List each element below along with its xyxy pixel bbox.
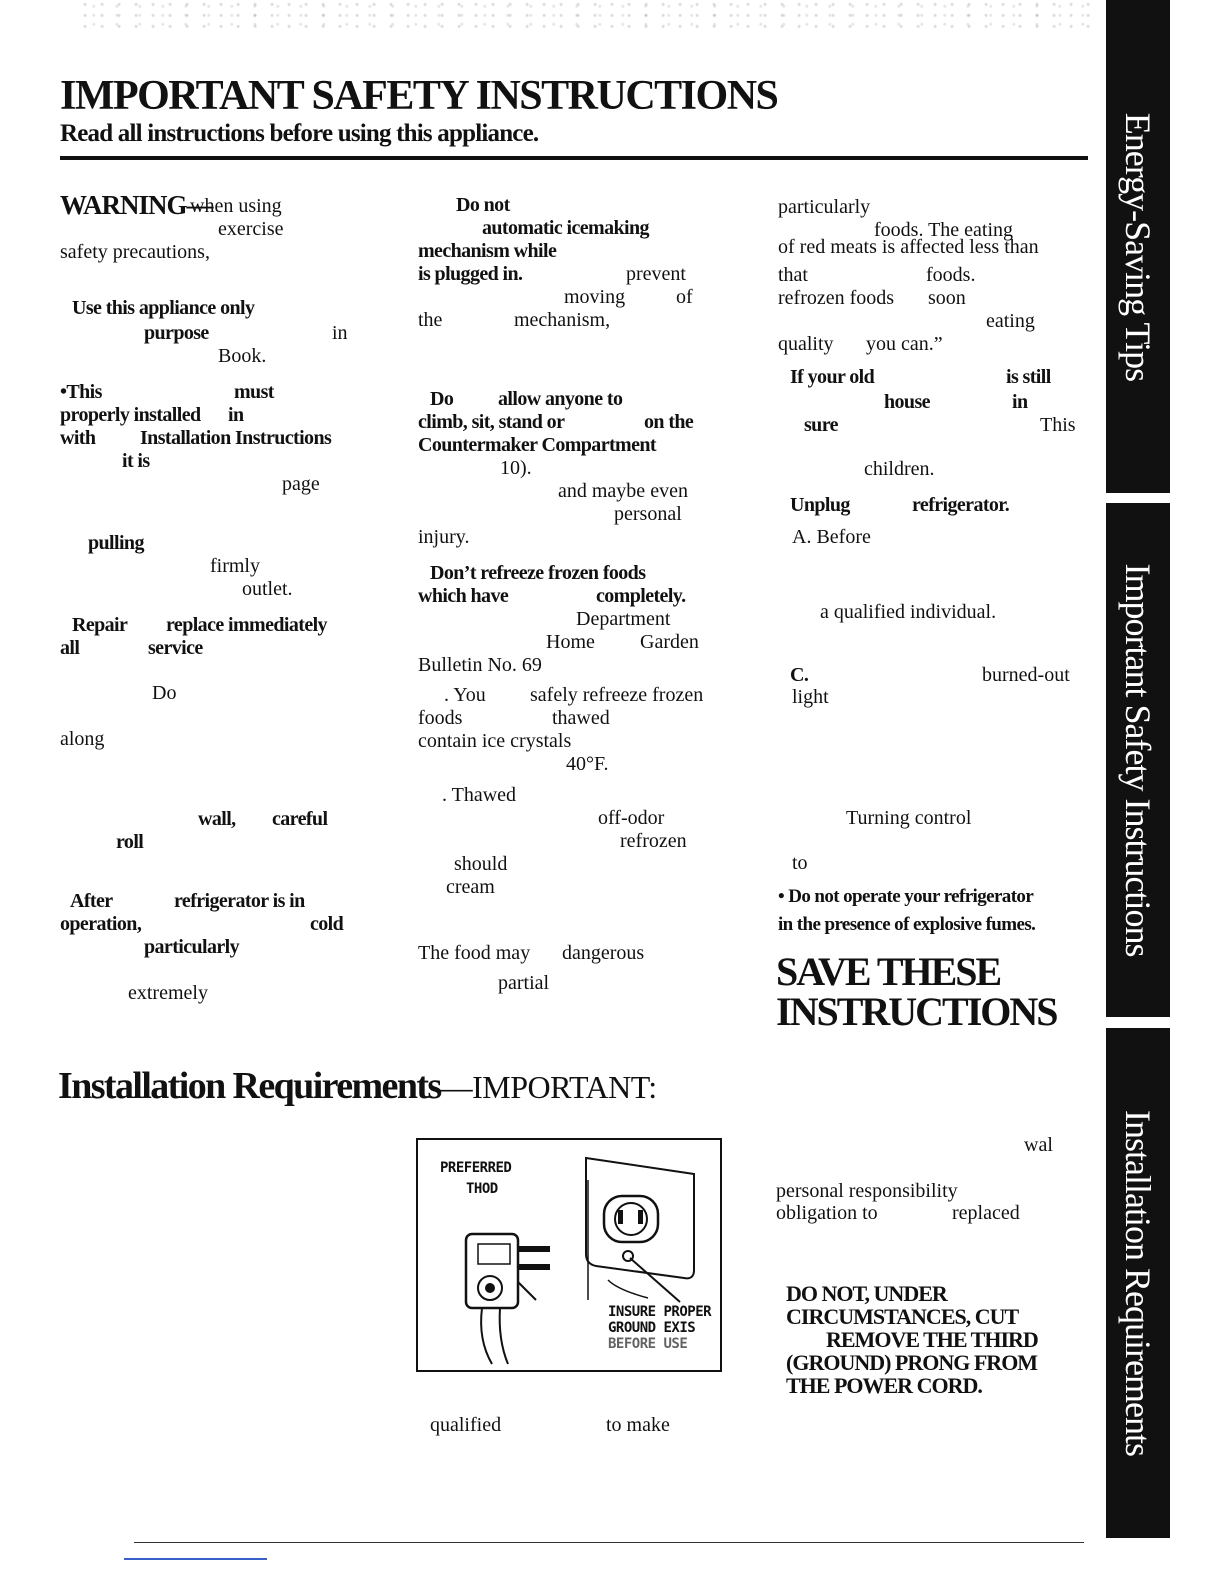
text-fragment: replace immediately bbox=[166, 614, 327, 636]
text-fragment: climb, sit, stand or bbox=[418, 411, 565, 433]
tab-installation-requirements[interactable] bbox=[1106, 1028, 1170, 1538]
text-fragment: the bbox=[418, 309, 443, 331]
text-fragment: Countermaker Compartment bbox=[418, 434, 656, 456]
text-fragment: wal bbox=[1024, 1134, 1053, 1156]
page-title: IMPORTANT SAFETY INSTRUCTIONS bbox=[60, 73, 778, 119]
text-fragment: If your old bbox=[790, 366, 875, 388]
text-fragment: purpose bbox=[144, 322, 209, 344]
text-fragment: in bbox=[228, 404, 244, 426]
text-fragment: Repair bbox=[72, 614, 128, 636]
warning-line: (GROUND) PRONG FROM bbox=[786, 1350, 1038, 1376]
text-fragment: Home bbox=[546, 631, 595, 653]
text-fragment: roll bbox=[116, 831, 144, 853]
text-fragment: particularly bbox=[778, 196, 871, 218]
text-fragment: mechanism while bbox=[418, 240, 557, 262]
text-fragment: Do bbox=[430, 388, 454, 410]
text-fragment: refrigerator is in bbox=[174, 890, 305, 912]
page-subtitle: Read all instructions before using this appliance. bbox=[60, 120, 539, 147]
text-fragment: house bbox=[884, 391, 930, 413]
text-fragment: obligation to bbox=[776, 1202, 878, 1224]
text-fragment: which have bbox=[418, 585, 509, 607]
text-fragment: Turning control bbox=[846, 807, 972, 829]
text-fragment: you can.” bbox=[866, 333, 943, 355]
text-fragment: should bbox=[454, 853, 508, 875]
text-fragment: foods. bbox=[926, 264, 976, 286]
column-1 bbox=[60, 190, 380, 1010]
installation-heading bbox=[58, 1064, 657, 1108]
text-fragment: on the bbox=[644, 411, 694, 433]
text-fragment: sure bbox=[804, 414, 838, 436]
text-fragment: is plugged in. bbox=[418, 263, 523, 285]
text-fragment: completely. bbox=[596, 585, 686, 607]
text-fragment: injury. bbox=[418, 526, 470, 548]
text-fragment: Do not bbox=[456, 194, 510, 216]
save-instructions-line-2: INSTRUCTIONS bbox=[776, 989, 1057, 1034]
text-fragment: cold bbox=[310, 913, 344, 935]
installation-title-suffix: —IMPORTANT: bbox=[440, 1069, 657, 1105]
text-fragment: is still bbox=[1006, 366, 1051, 388]
text-fragment: Book. bbox=[218, 345, 267, 367]
figure-label: PREFERRED bbox=[440, 1160, 512, 1176]
text-fragment: burned-out bbox=[982, 664, 1070, 686]
text-fragment: After bbox=[70, 890, 113, 912]
text-fragment: soon bbox=[928, 287, 966, 309]
warning-line: DO NOT, UNDER bbox=[786, 1281, 947, 1306]
warning-line: THE POWER CORD. bbox=[786, 1373, 982, 1399]
text-fragment: moving bbox=[564, 286, 626, 308]
text-fragment: Department bbox=[576, 608, 671, 630]
text-fragment: cream bbox=[446, 876, 495, 898]
text-fragment: personal responsibility bbox=[776, 1180, 958, 1202]
text-fragment: refrozen bbox=[620, 830, 687, 852]
text-fragment: automatic icemaking bbox=[482, 217, 649, 239]
text-fragment: service bbox=[148, 637, 203, 659]
text-fragment: particularly bbox=[144, 936, 240, 958]
tab-label: Important Safety Instructions bbox=[1118, 563, 1158, 957]
text-fragment: page bbox=[282, 473, 320, 495]
footer-rule bbox=[134, 1542, 1084, 1543]
warning-line: REMOVE THE THIRD bbox=[826, 1327, 1038, 1353]
text-fragment: firmly bbox=[210, 555, 260, 577]
text-fragment: to make bbox=[606, 1414, 670, 1436]
text-fragment: thawed bbox=[552, 707, 610, 729]
text-fragment: Unplug bbox=[790, 494, 850, 516]
text-fragment: quality bbox=[778, 333, 834, 355]
text-fragment: refrozen foods bbox=[778, 287, 895, 309]
text-fragment: Use this appliance only bbox=[72, 297, 255, 319]
figure-label: BEFORE USE bbox=[608, 1336, 688, 1352]
text-fragment: contain ice crystals bbox=[418, 730, 572, 752]
text-fragment: safety precautions, bbox=[60, 241, 210, 263]
text-fragment: . You bbox=[444, 684, 486, 706]
text-fragment: mechanism, bbox=[514, 309, 611, 331]
text-fragment: Garden bbox=[640, 631, 699, 653]
text-fragment: •This bbox=[60, 381, 102, 403]
text-fragment: Don’t refreeze frozen foods bbox=[430, 562, 646, 584]
text-fragment: Do bbox=[152, 682, 177, 704]
figure-label: THOD bbox=[466, 1181, 498, 1197]
text-fragment: careful bbox=[272, 808, 328, 830]
tab-energy-saving-tips[interactable] bbox=[1106, 0, 1170, 493]
text-fragment: operation, bbox=[60, 913, 142, 935]
save-instructions-line-1: SAVE THESE bbox=[776, 949, 1001, 994]
text-fragment: in bbox=[332, 322, 348, 344]
text-fragment: qualified bbox=[430, 1414, 502, 1436]
text-fragment: foods bbox=[418, 707, 463, 729]
warning-label: WARNING— bbox=[60, 190, 213, 220]
column-3 bbox=[778, 196, 1088, 956]
text-fragment: properly installed bbox=[60, 404, 201, 426]
text-fragment: A. Before bbox=[792, 526, 871, 548]
text-fragment: that bbox=[778, 264, 808, 286]
text-fragment: refrigerator. bbox=[912, 494, 1010, 516]
column-2 bbox=[418, 194, 738, 1004]
text-fragment: to bbox=[792, 852, 808, 874]
text-fragment: a qualified individual. bbox=[820, 601, 997, 623]
text-fragment: of red meats is affected less than bbox=[778, 236, 1039, 258]
text-fragment: safely refreeze frozen bbox=[530, 684, 704, 706]
text-fragment: Installation Instructions bbox=[140, 427, 332, 449]
installation-title: Installation Requirements bbox=[58, 1065, 441, 1107]
text-fragment: of bbox=[676, 286, 693, 308]
text-fragment: outlet. bbox=[242, 578, 293, 600]
text-fragment: in bbox=[1012, 391, 1028, 413]
text-fragment: must bbox=[234, 381, 274, 403]
text-fragment: along bbox=[60, 728, 105, 750]
text-fragment: allow anyone to bbox=[498, 388, 623, 410]
text-fragment: partial bbox=[498, 972, 550, 994]
tab-label: Energy-Saving Tips bbox=[1118, 112, 1158, 381]
text-fragment: personal bbox=[614, 503, 682, 525]
figure-label: GROUND EXIS bbox=[608, 1320, 696, 1336]
text-fragment: dangerous bbox=[562, 942, 645, 964]
scan-noise bbox=[80, 0, 1100, 30]
text-fragment: exercise bbox=[218, 218, 284, 240]
text-fragment: when using bbox=[190, 195, 282, 217]
text-fragment: all bbox=[60, 637, 80, 659]
ground-prong-warning bbox=[786, 1282, 1038, 1397]
text-fragment: . Thawed bbox=[442, 784, 517, 806]
text-fragment: eating bbox=[986, 310, 1035, 332]
footer-link-rule bbox=[124, 1558, 267, 1560]
text-fragment: 40°F. bbox=[566, 753, 609, 775]
text-fragment: with bbox=[60, 427, 96, 449]
text-fragment: children. bbox=[864, 458, 935, 480]
text-fragment: in the presence of explosive fumes. bbox=[778, 914, 1036, 935]
tab-important-safety-instructions[interactable] bbox=[1106, 503, 1170, 1017]
title-divider bbox=[60, 156, 1088, 160]
text-fragment: extremely bbox=[128, 982, 208, 1004]
text-fragment: pulling bbox=[88, 532, 144, 554]
text-fragment: and maybe even bbox=[558, 480, 688, 502]
text-fragment: The food may bbox=[418, 942, 531, 964]
text-fragment: Bulletin No. 69 bbox=[418, 654, 542, 676]
text-fragment: replaced bbox=[952, 1202, 1020, 1224]
text-fragment: light bbox=[792, 686, 829, 708]
text-fragment: 10). bbox=[500, 457, 532, 479]
warning-line: CIRCUMSTANCES, CUT bbox=[786, 1304, 1019, 1330]
text-fragment: C. bbox=[790, 664, 809, 686]
figure-label: INSURE PROPER bbox=[608, 1304, 712, 1320]
text-fragment: off-odor bbox=[598, 807, 665, 829]
text-fragment: it is bbox=[122, 450, 150, 472]
text-fragment: This bbox=[1040, 414, 1076, 436]
text-fragment: • Do not operate your refrigerator bbox=[778, 886, 1034, 907]
grounding-figure bbox=[416, 1138, 722, 1372]
text-fragment: foods. The eating bbox=[874, 219, 1014, 241]
text-fragment: wall, bbox=[198, 808, 236, 830]
text-fragment: prevent bbox=[626, 263, 686, 285]
tab-label: Installation Requirements bbox=[1118, 1110, 1158, 1456]
